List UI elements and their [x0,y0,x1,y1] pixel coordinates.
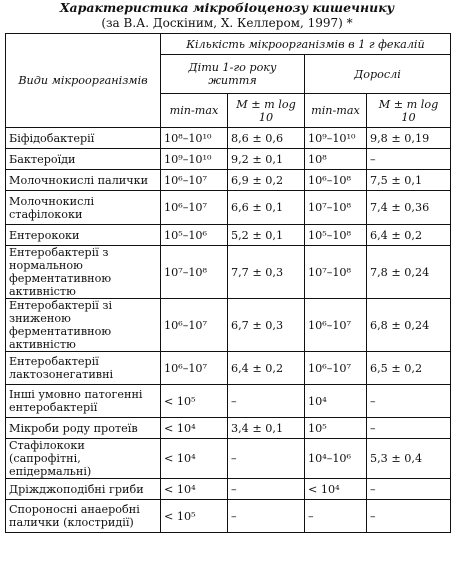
header-children-mean: M ± m log 10 [228,94,305,128]
row-name-cell: Мікроби роду протеїв [6,418,161,439]
adults-mean-cell: 7,8 ± 0,24 [367,246,451,299]
adults-mean-cell: 9,8 ± 0,19 [367,128,451,149]
children-mean-cell: 5,2 ± 0,1 [228,225,305,246]
adults-minmax-cell: 10⁶–10⁸ [305,170,367,191]
row-name-cell: Ентеробактерії лактозонегативні [6,352,161,385]
table-row [6,352,451,385]
table-row [6,128,451,149]
adults-mean-cell: 7,5 ± 0,1 [367,170,451,191]
children-minmax-cell: 10⁶–10⁷ [161,352,228,385]
children-mean-cell: 8,6 ± 0,6 [228,128,305,149]
row-name-cell: Стафілококи (сапрофітні, епідермальні) [6,439,161,479]
children-minmax-cell: 10⁹–10¹⁰ [161,149,228,170]
children-minmax-cell: < 10⁴ [161,418,228,439]
header-species: Види мікроорганізмів [6,34,161,128]
children-mean-cell: – [228,439,305,479]
children-mean-cell: – [228,385,305,418]
table-row [6,299,451,352]
children-mean-cell: – [228,479,305,500]
adults-mean-cell: 6,8 ± 0,24 [367,299,451,352]
adults-minmax-cell: 10⁹–10¹⁰ [305,128,367,149]
children-mean-cell: 6,7 ± 0,3 [228,299,305,352]
adults-minmax-cell: 10⁵ [305,418,367,439]
adults-mean-cell: 6,4 ± 0,2 [367,225,451,246]
children-minmax-cell: < 10⁵ [161,500,228,533]
children-mean-cell: 6,4 ± 0,2 [228,352,305,385]
table-row [6,385,451,418]
table-subtitle: (за В.А. Доскіним, Х. Келлером, 1997) * [101,16,353,30]
header-children-minmax: min-max [161,94,228,128]
adults-mean-cell: – [367,149,451,170]
row-name-cell: Інші умовно патогенні ентеробактерії [6,385,161,418]
header-children: Діти 1-го року життя [161,55,305,94]
row-name-cell: Ентеробактерії з нормальною ферментативною активністю [6,246,161,299]
children-mean-cell: – [228,500,305,533]
table-title: Характеристика мікробіоценозу кишечнику [59,0,395,15]
table-row [6,149,451,170]
table-row [6,225,451,246]
adults-minmax-cell: 10⁴–10⁶ [305,439,367,479]
row-name-cell: Спороносні анаеробні палички (клостридії) [6,500,161,533]
table-row [6,439,451,479]
table-row [6,191,451,225]
adults-mean-cell: – [367,479,451,500]
children-minmax-cell: 10⁷–10⁸ [161,246,228,299]
children-mean-cell: 6,6 ± 0,1 [228,191,305,225]
adults-mean-cell: – [367,385,451,418]
adults-minmax-cell: 10⁴ [305,385,367,418]
header-adults-minmax: min-max [305,94,367,128]
children-minmax-cell: < 10⁵ [161,385,228,418]
header-adults-mean: M ± m log 10 [367,94,451,128]
children-minmax-cell: < 10⁴ [161,479,228,500]
children-mean-cell: 7,7 ± 0,3 [228,246,305,299]
header-adults: Дорослі [305,55,451,94]
table-row [6,170,451,191]
adults-minmax-cell: 10⁵–10⁸ [305,225,367,246]
adults-mean-cell: – [367,500,451,533]
table-body [6,128,451,533]
header-quantity: Кількість мікроорганізмів в 1 г фекалій [161,34,451,55]
adults-minmax-cell: 10⁷–10⁸ [305,191,367,225]
children-minmax-cell: 10⁵–10⁶ [161,225,228,246]
children-mean-cell: 9,2 ± 0,1 [228,149,305,170]
adults-minmax-cell: 10⁸ [305,149,367,170]
table-row [6,418,451,439]
adults-minmax-cell: 10⁷–10⁸ [305,246,367,299]
children-mean-cell: 3,4 ± 0,1 [228,418,305,439]
row-name-cell: Біфідобактерії [6,128,161,149]
row-name-cell: Ентерококи [6,225,161,246]
table-row [6,500,451,533]
row-name-cell: Молочнокислі стафілококи [6,191,161,225]
row-name-cell: Молочнокислі палички [6,170,161,191]
row-name-cell: Дріжджоподібні гриби [6,479,161,500]
table-row [6,246,451,299]
children-minmax-cell: < 10⁴ [161,439,228,479]
adults-minmax-cell: – [305,500,367,533]
row-name-cell: Бактероїди [6,149,161,170]
children-minmax-cell: 10⁶–10⁷ [161,170,228,191]
table-row [6,479,451,500]
adults-minmax-cell: < 10⁴ [305,479,367,500]
children-minmax-cell: 10⁶–10⁷ [161,191,228,225]
microbiocenosis-table [5,33,451,533]
children-mean-cell: 6,9 ± 0,2 [228,170,305,191]
adults-minmax-cell: 10⁶–10⁷ [305,299,367,352]
adults-mean-cell: – [367,418,451,439]
children-minmax-cell: 10⁶–10⁷ [161,299,228,352]
children-minmax-cell: 10⁸–10¹⁰ [161,128,228,149]
adults-mean-cell: 5,3 ± 0,4 [367,439,451,479]
row-name-cell: Ентеробактерії зі зниженою ферментативною активністю [6,299,161,352]
adults-mean-cell: 7,4 ± 0,36 [367,191,451,225]
adults-minmax-cell: 10⁶–10⁷ [305,352,367,385]
adults-mean-cell: 6,5 ± 0,2 [367,352,451,385]
